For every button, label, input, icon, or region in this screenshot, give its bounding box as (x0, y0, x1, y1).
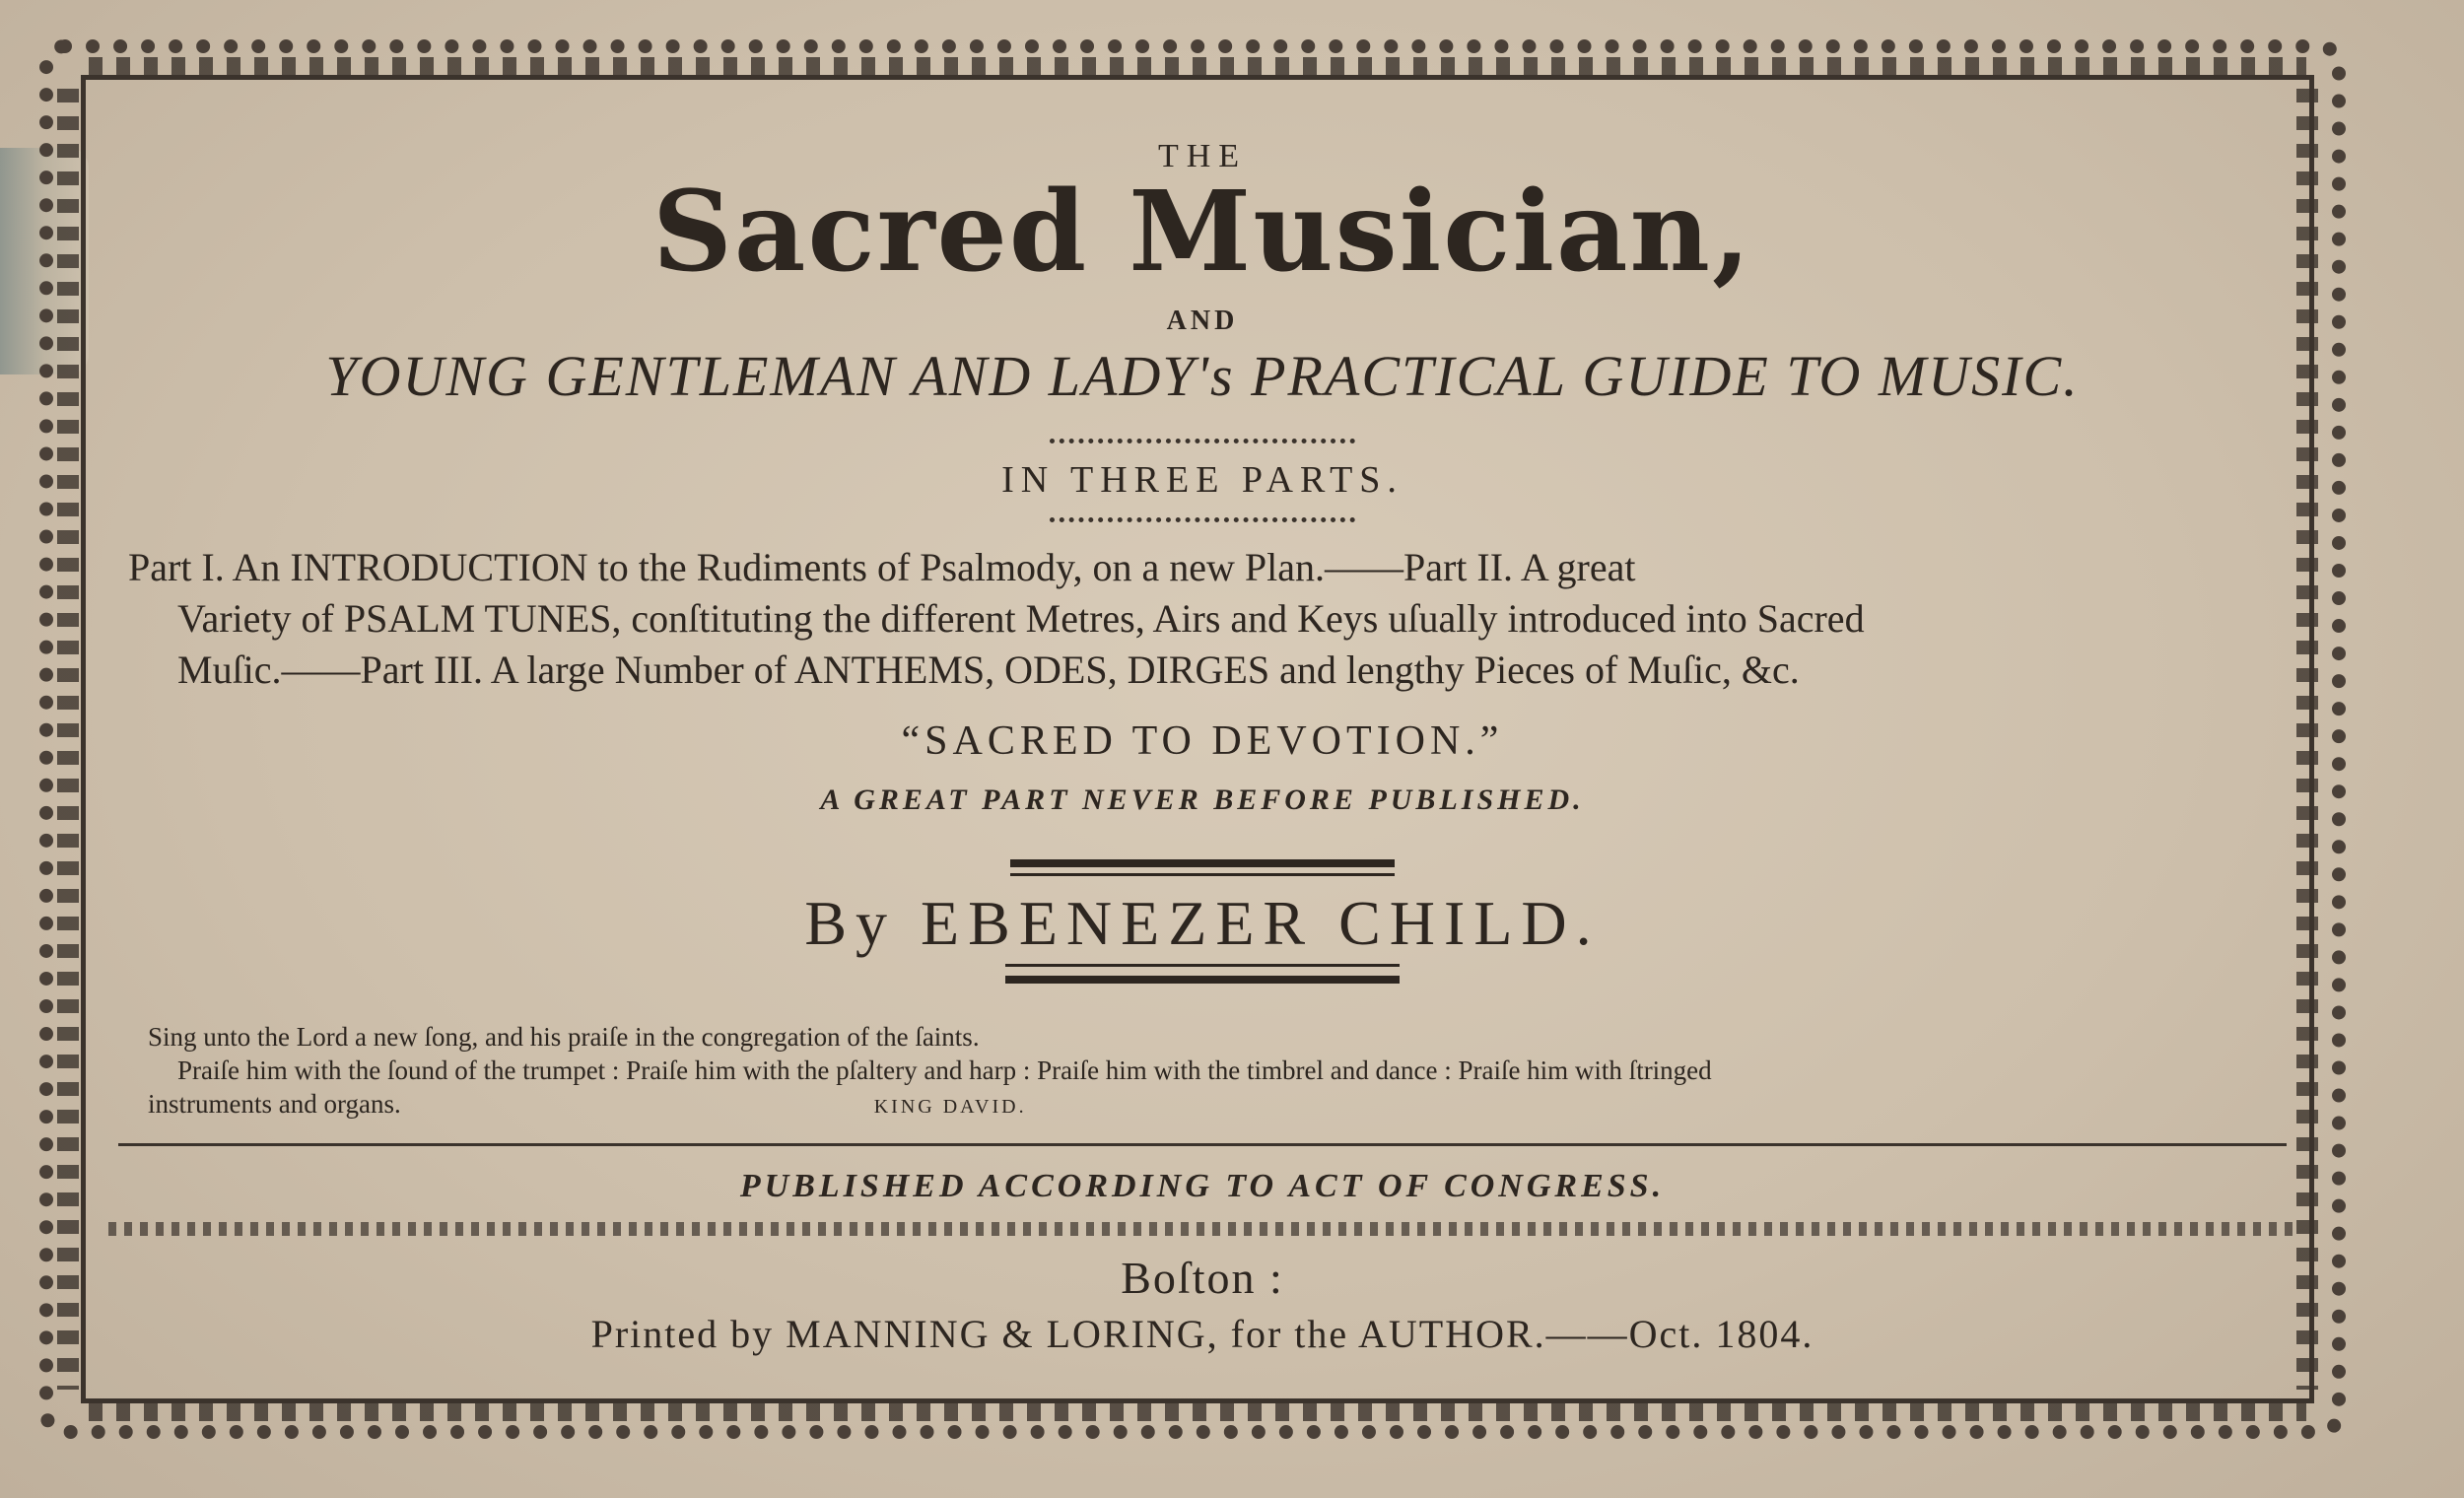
thick-rule-lower (1005, 976, 1400, 984)
title-page-content (128, 108, 2277, 1390)
publication-city: Boſton : (1121, 1253, 1284, 1303)
contents-description (128, 542, 2277, 696)
book-subtitle: YOUNG GENTLEMAN AND LADY's PRACTICAL GUIDE TO MUSIC. (325, 344, 2080, 408)
border-teeth-left (57, 89, 79, 1390)
thick-rule-upper (1010, 859, 1395, 867)
description-line: Part I. An INTRODUCTION to the Rudiments of Psalmody, on a new Plan.——Part II. A great (128, 545, 1636, 589)
epigraph-attribution: KING DAVID. (873, 1096, 1027, 1118)
title-article: THE (1157, 138, 1248, 174)
dotted-divider-bottom (1050, 517, 1355, 522)
epigraph (148, 1020, 2277, 1124)
author-line: By EBENEZER CHILD. (804, 888, 1601, 958)
copyright-notice: PUBLISHED ACCORDING TO ACT OF CONGRESS. (739, 1168, 1666, 1204)
dotted-divider-top (1050, 439, 1355, 443)
description-line: Muſic.——Part III. A large Number of ANTHEMS, ODES, DIRGES and lengthy Pieces of Muſic, &c. (177, 647, 1800, 692)
motto: “SACRED TO DEVOTION.” (901, 718, 1504, 764)
title-conjunction: AND (1166, 306, 1239, 336)
epigraph-line: instruments and organs. (148, 1089, 401, 1119)
horizontal-rule (118, 1143, 2287, 1146)
description-line: Variety of PSALM TUNES, conſtituting the different Metres, Airs and Keys uſually introduced into Sacred (177, 596, 1865, 641)
thin-rule-upper (1010, 873, 1395, 876)
imprint-line: Printed by MANNING & LORING, for the AUTHOR.——Oct. 1804. (590, 1312, 1814, 1356)
parts-heading: IN THREE PARTS. (1001, 459, 1403, 501)
epigraph-line-last (148, 1087, 2277, 1124)
thin-rule-lower (1005, 964, 1400, 967)
wavy-divider (108, 1222, 2296, 1236)
epigraph-line: Praiſe him with the ſound of the trumpet : Praiſe him with the pſaltery and harp : Praiſe him with the timbrel and dance : Praiſe him with ſtringed (177, 1055, 1712, 1085)
publication-note: A GREAT PART NEVER BEFORE PUBLISHED. (820, 783, 1585, 816)
book-title: Sacred Musician, (652, 168, 1752, 297)
epigraph-line: Sing unto the Lord a new ſong, and his praiſe in the congregation of the ſaints. (148, 1022, 980, 1052)
